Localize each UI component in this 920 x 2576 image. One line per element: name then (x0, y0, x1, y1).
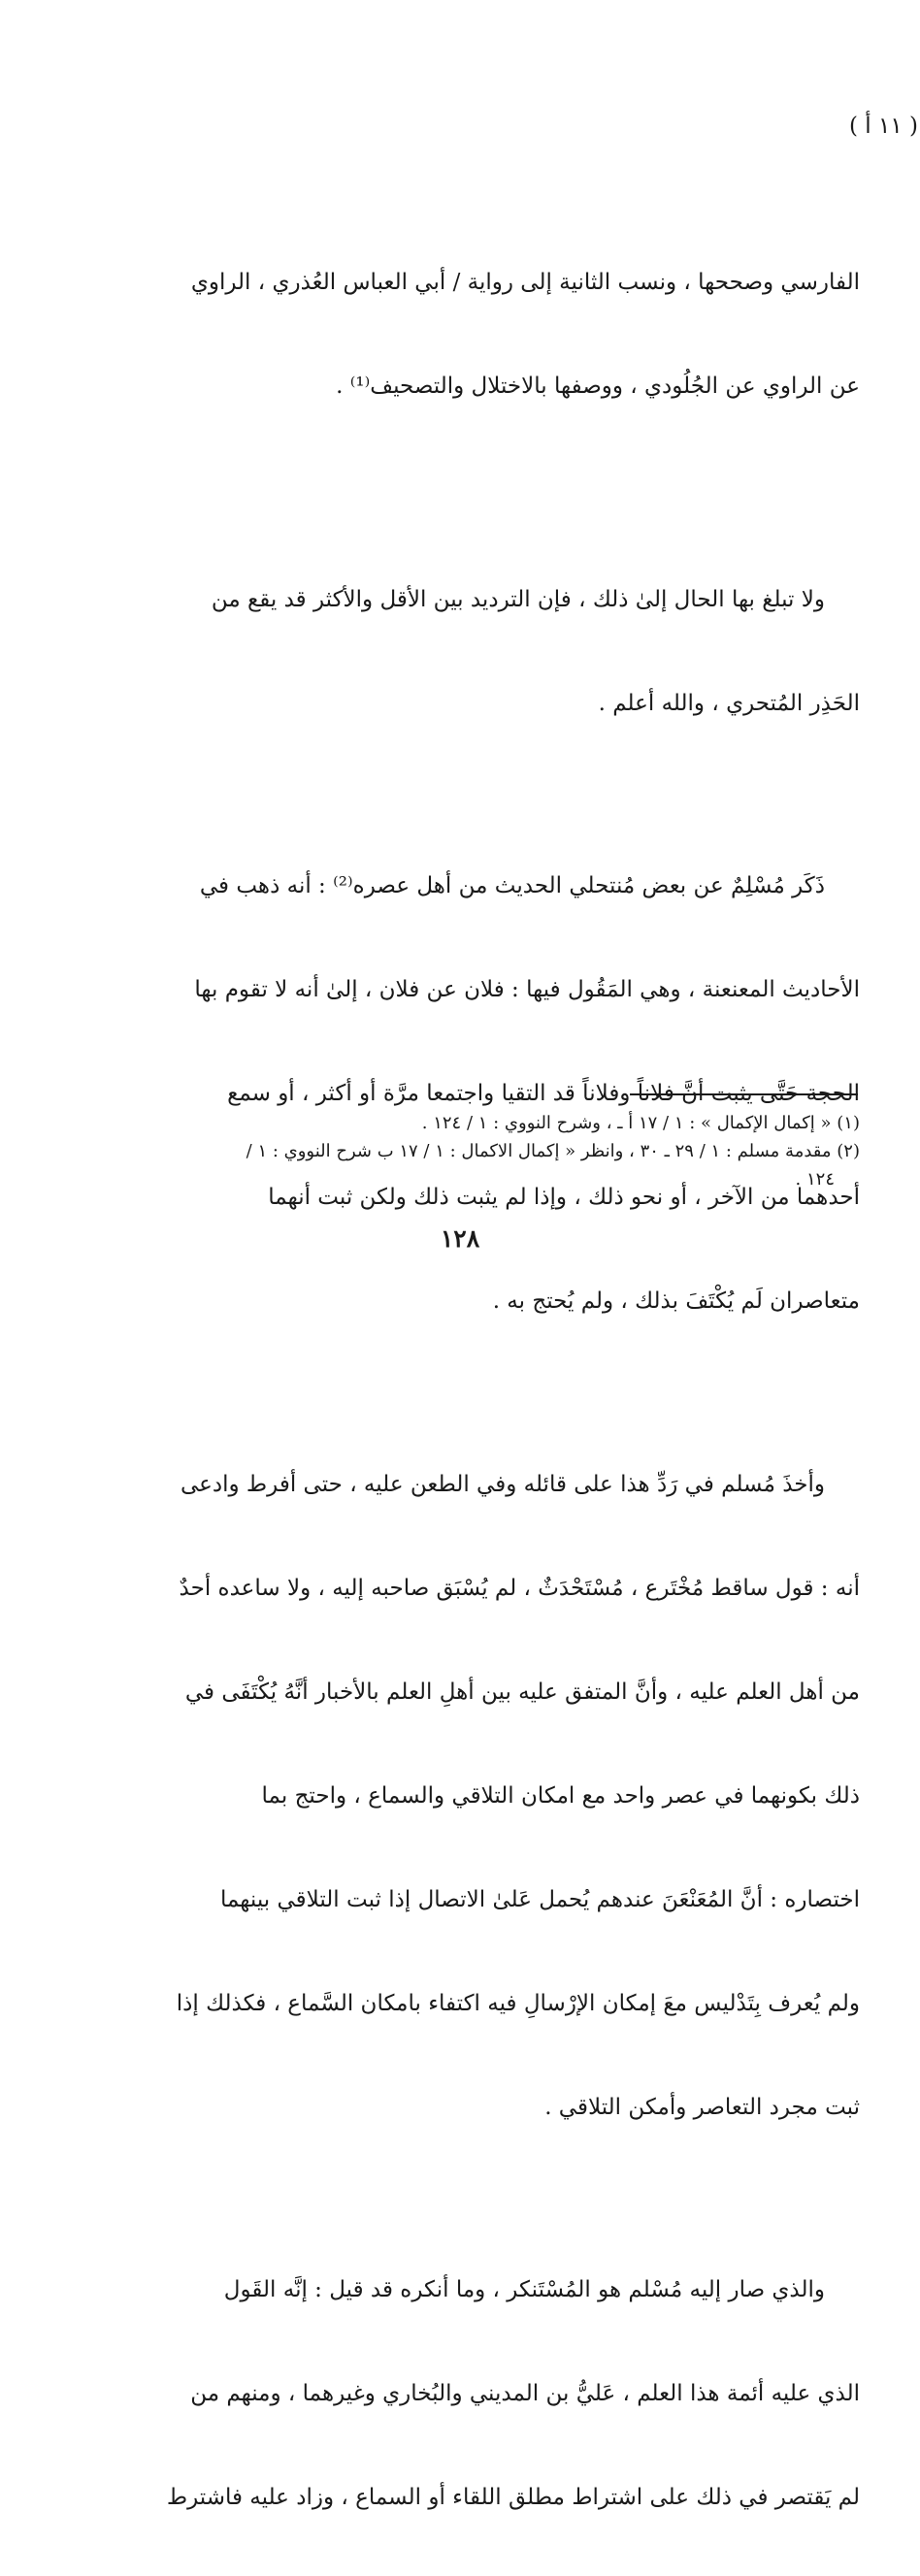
footnote-separator (630, 1093, 858, 1095)
text-line: ولم يُعرف بِتَدْليس معَ إمكان الإرْسالِ فيه اكتفاء بامكان السَّماع ، فكذلك إذا (43, 1978, 860, 2031)
text-line: وأخذَ مُسلم في رَدِّ هذا على قائله وفي الطعن عليه ، حتى أفرط وادعى (43, 1459, 860, 1512)
text-line: أنه : قول ساقط مُخْتَرع ، مُسْتَحْدَثٌ ، لم يُسْبَق صاحبه إليه ، ولا ساعده أحدٌ (43, 1563, 860, 1615)
footnotes (43, 1109, 860, 1193)
text-line: عن الراوي عن الجُلُودي ، ووصفها بالاختلال والتصحيف⁽¹⁾ . (43, 361, 804, 413)
text-line: الأحاديث المعنعنة ، وهي المَقُول فيها : فلان عن فلان ، إلىٰ أنه لا تقوم بها (43, 964, 860, 1017)
paragraph-4 (43, 1407, 860, 2186)
text-line: ذَكَر مُسْلِمٌ عن بعض مُنتحلي الحديث من أهل عصره⁽²⁾ : أنه ذهب في (43, 861, 860, 913)
text-line: الذي عليه أئمة هذا العلم ، عَليُّ بن المديني والبُخاري وغيرهما ، ومنهم من (43, 2368, 860, 2421)
text-line: الحَذِر المُتحري ، والله أعلم . (43, 678, 860, 731)
text-line: الحجة حَتَّى يثبت أنَّ فلاناً وفلاناً قد التقيا واجتمعا مرَّة أو أكثر ، أو سمع (43, 1068, 860, 1121)
text-line: ولا تبلغ بها الحال إلىٰ ذلك ، فإن الترديد بين الأقل والأكثر قد يقع من (43, 574, 825, 627)
paragraph-2 (43, 522, 860, 782)
text-line: من أهل العلم عليه ، وأنَّ المتفق عليه بين أهلِ العلم بالأخبار أنَّهُ يُكْتَفَى في (43, 1667, 860, 1719)
paragraph-1 (43, 101, 860, 516)
text-line: اختصاره : أنَّ المُعَنْعَنَ عندهم يُحمل عَلىٰ الاتصال إذا ثبت التلاقي بينهما (43, 1875, 860, 1927)
text-line: لم يَقتصر في ذلك على اشتراط مطلق اللقاء أو السماع ، وزاد عليه فاشترط (43, 2472, 860, 2525)
footnote-label: (٢) (837, 1141, 860, 1161)
footnote-text: « إكمال الإكمال » : ١ / ١٧ أ ـ ، وشرح النووي : ١ / ١٢٤ . (422, 1113, 832, 1133)
footnote-1 (43, 1109, 860, 1137)
text-line: ذلك بكونهما في عصر واحد مع امكان التلاقي والسماع ، واحتج بما (43, 1771, 860, 1823)
footnote-2-continuation (43, 1165, 860, 1193)
text-line: الفارسي وصححها ، ونسب الثانية إلى رواية / أبي العباس العُذري ، الراوي (43, 257, 804, 310)
text-line: ثبت مجرد التعاصر وأمكن التلاقي . (43, 2082, 860, 2135)
text-line: والذي صار إليه مُسْلم هو المُسْتَنكر ، وما أنكره قد قيل : إنَّه القَول (43, 2265, 860, 2317)
margin-folio-marker: ( ١١ أ ) (838, 101, 862, 153)
text-line: أحدهما من الآخر ، أو نحو ذلك ، وإذا لم يثبت ذلك ولكن ثبت أنهما (43, 1172, 860, 1224)
footnote-text: مقدمة مسلم : ١ / ٢٩ ـ ٣٠ ، وانظر « إكمال الاكمال : ١ / ١٧ ب شرح النووي : ١ / (246, 1141, 832, 1161)
main-text (43, 101, 860, 2576)
footnote-text: ١٢٤ . (796, 1169, 835, 1190)
page-number: ١٢٨ (0, 1224, 920, 1253)
paragraph-5 (43, 2213, 860, 2576)
footnote-2 (43, 1137, 860, 1165)
text-line: متعاصران لَم يُكْتَفَ بذلك ، ولم يُحتج به . (43, 1276, 860, 1328)
footnote-label: (١) (837, 1113, 860, 1133)
